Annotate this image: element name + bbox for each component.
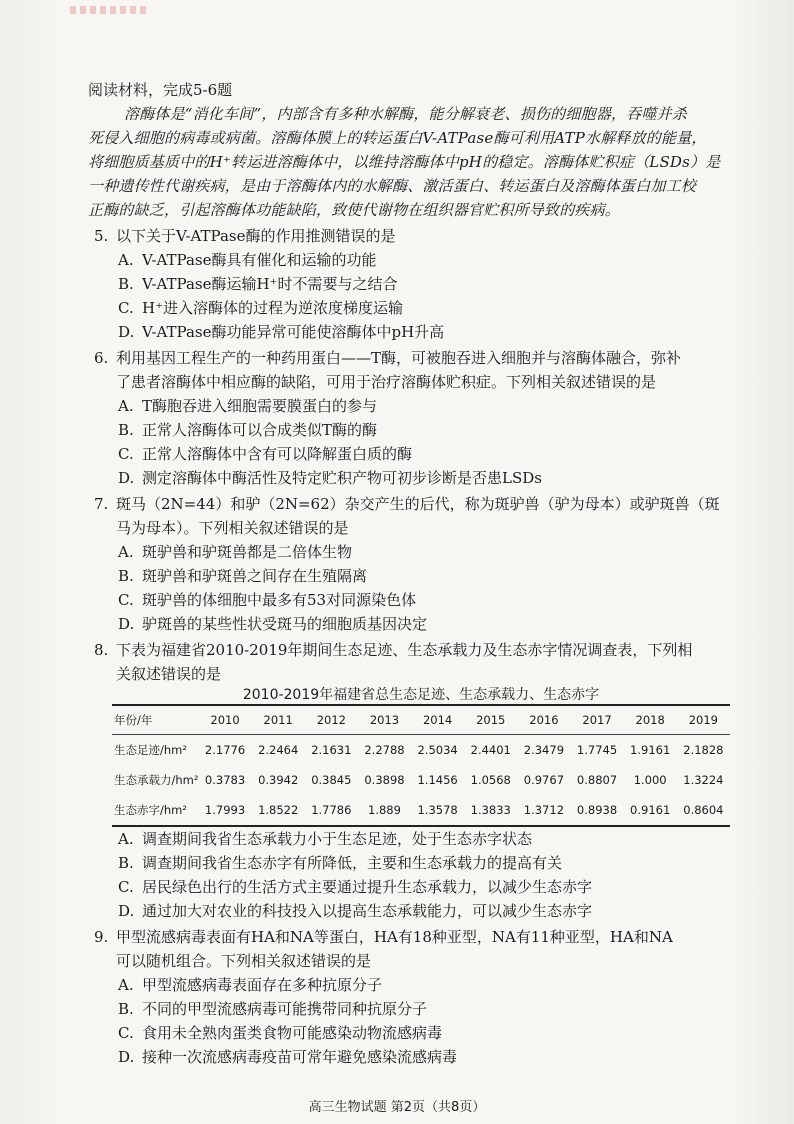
question-stem: [94, 346, 754, 370]
option-c[interactable]: C. H⁺进入溶酶体的过程为逆浓度梯度运输: [118, 299, 404, 317]
header-cell: 2018: [635, 713, 665, 727]
table-cell: 0.3845: [311, 773, 352, 787]
header-cell: 2014: [422, 713, 453, 727]
table-cell: 1.0568: [470, 773, 511, 787]
question-text: 甲型流感病毒表面有HA和NA等蛋白，HA有18种亚型，NA有11种亚型，HA和NA: [116, 928, 673, 946]
table-cell: 1.000: [633, 773, 667, 787]
row-label: 生态承载力/hm²: [114, 773, 199, 787]
question-stem: [94, 492, 754, 516]
page-content: [88, 78, 754, 1069]
table-cell: 1.889: [368, 803, 401, 817]
option-b[interactable]: B. 斑驴兽和驴斑兽之间存在生殖隔离: [118, 567, 368, 585]
table-cell: 2.1828: [683, 743, 724, 757]
row-label: 生态足迹/hm²: [114, 743, 187, 757]
table-cell: 0.3942: [258, 773, 299, 787]
table-cell: 2.4401: [470, 743, 511, 757]
table-cell: 2.2464: [258, 743, 299, 757]
scan-mark: [70, 6, 150, 14]
table-row: [112, 735, 730, 766]
data-table-block: [112, 686, 730, 827]
reading-passage: [88, 102, 754, 222]
table-cell: 1.3224: [683, 773, 724, 787]
table-cell: 2.2788: [364, 743, 405, 757]
header-cell: 2012: [316, 713, 346, 727]
question-number: 7.: [94, 495, 109, 513]
table-cell: 1.3578: [417, 803, 458, 817]
table-cell: 1.3833: [470, 803, 511, 817]
table-cell: 1.9161: [630, 743, 671, 757]
option-c[interactable]: C. 居民绿色出行的生活方式主要通过提升生态承载力，以减少生态赤字: [118, 878, 593, 896]
table-cell: 1.1456: [417, 773, 458, 787]
question-number: 5.: [94, 227, 109, 245]
table-cell: 1.7786: [311, 803, 352, 817]
table-cell: 2.5034: [417, 743, 458, 757]
table-cell: 2.1776: [204, 743, 246, 757]
table-cell: 0.8938: [576, 803, 618, 817]
option-a[interactable]: A. T酶胞吞进入细胞需要膜蛋白的参与: [118, 397, 378, 415]
option-d[interactable]: D. 测定溶酶体中酶活性及特定贮积产物可初步诊断是否患LSDs: [118, 469, 542, 487]
question-text: 斑马（2N=44）和驴（2N=62）杂交产生的后代，称为斑驴兽（驴为母本）或驴斑兽（斑: [116, 495, 720, 513]
table-cell: 2.3479: [523, 743, 565, 757]
passage-line: 正酶的缺乏，引起溶酶体功能缺陷，致使代谢物在组织器官贮积所导致的疾病。: [88, 201, 621, 219]
header-cell: 2017: [582, 713, 612, 727]
question-number: 6.: [94, 349, 109, 367]
table-title: 2010-2019年福建省总生态足迹、生态承载力、生态赤字: [242, 687, 600, 703]
reading-heading: 阅读材料，完成5-6题: [88, 81, 233, 99]
question-6: [94, 346, 754, 490]
passage-line: 死侵入细胞的病毒或病菌。溶酶体膜上的转运蛋白V-ATPase酶可利用ATP水解释放的能量，: [88, 129, 707, 147]
table-cell: 2.1631: [311, 743, 352, 757]
option-b[interactable]: B. V-ATPase酶运输H⁺时不需要与之结合: [118, 275, 398, 293]
question-5: [94, 224, 754, 344]
table-header-row: [112, 705, 730, 735]
header-cell: 2013: [369, 713, 400, 727]
option-c[interactable]: C. 正常人溶酶体中含有可以降解蛋白质的酶: [118, 445, 413, 463]
option-a[interactable]: A. 调查期间我省生态承载力小于生态足迹，处于生态赤字状态: [118, 830, 533, 848]
option-c[interactable]: C. 斑驴兽的体细胞中最多有53对同源染色体: [118, 591, 417, 609]
question-stem: [94, 224, 754, 248]
header-cell: 年份/年: [114, 713, 153, 727]
header-cell: 2011: [263, 713, 293, 727]
header-cell: 2015: [476, 713, 506, 727]
question-7: [94, 492, 754, 636]
question-text: 以下关于V-ATPase酶的作用推测错误的是: [116, 227, 396, 245]
option-d[interactable]: D. 驴斑兽的某些性状受斑马的细胞质基因决定: [118, 615, 428, 633]
option-a[interactable]: A. V-ATPase酶具有催化和运输的功能: [118, 251, 377, 269]
table-cell: 0.8807: [576, 773, 618, 787]
question-text-cont: 可以随机组合。下列相关叙述错误的是: [116, 952, 372, 970]
passage-line: 溶酶体是“消化车间”，内部含有多种水解酶，能分解衰老、损伤的细胞器，吞噬并杀: [124, 105, 687, 123]
question-text-cont: 关叙述错误的是: [116, 665, 222, 683]
option-a[interactable]: A. 甲型流感病毒表面存在多种抗原分子: [118, 976, 383, 994]
question-number: 9.: [94, 928, 109, 946]
table-row: [112, 765, 730, 795]
question-text-cont: 马为母本）。下列相关叙述错误的是: [116, 519, 349, 537]
option-d[interactable]: D. 通过加大对农业的科技投入以提高生态承载能力，可以减少生态赤字: [118, 902, 593, 920]
option-d[interactable]: D. V-ATPase酶功能异常可能使溶酶体中pH升高: [118, 323, 445, 341]
option-b[interactable]: B. 调查期间我省生态赤字有所降低，主要和生态承载力的提高有关: [118, 854, 563, 872]
option-b[interactable]: B. 不同的甲型流感病毒可能携带同种抗原分子: [118, 1000, 428, 1018]
header-cell: 2016: [529, 713, 559, 727]
table-cell: 1.3712: [523, 803, 565, 817]
table-cell: 0.3898: [364, 773, 405, 787]
passage-line: 一种遗传性代谢疾病，是由于溶酶体内的水解酶、激活蛋白、转运蛋白及溶酶体蛋白加工校: [88, 177, 697, 195]
ecology-table: [112, 704, 730, 827]
passage-line: 将细胞质基质中的H⁺转运进溶酶体中，以维持溶酶体中pH的稳定。溶酶体贮积症（LSDs）是: [88, 153, 721, 171]
table-cell: 0.9767: [523, 773, 565, 787]
option-d[interactable]: D. 接种一次流感病毒疫苗可常年避免感染流感病毒: [118, 1048, 458, 1066]
table-cell: 0.9161: [630, 803, 671, 817]
question-9: [94, 925, 754, 1069]
option-b[interactable]: B. 正常人溶酶体可以合成类似T酶的酶: [118, 421, 378, 439]
option-c[interactable]: C. 食用未全熟肉蛋类食物可能感染动物流感病毒: [118, 1024, 443, 1042]
question-number: 8.: [94, 641, 109, 659]
page-footer: 高三生物试题 第2页（共8页）: [308, 1100, 486, 1115]
question-stem: [94, 638, 754, 662]
table-cell: 0.3783: [204, 773, 246, 787]
question-stem: [94, 925, 754, 949]
question-8: [94, 638, 754, 923]
question-text: 下表为福建省2010-2019年期间生态足迹、生态承载力及生态赤字情况调查表，下列相: [116, 641, 693, 659]
header-cell: 2019: [688, 713, 719, 727]
table-cell: 1.8522: [258, 803, 299, 817]
table-cell: 0.8604: [683, 803, 724, 817]
row-label: 生态赤字/hm²: [114, 803, 187, 817]
header-cell: 2010: [210, 713, 240, 727]
table-row: [112, 795, 730, 826]
question-text: 利用基因工程生产的一种药用蛋白——T酶，可被胞吞进入细胞并与溶酶体融合，弥补: [116, 349, 682, 367]
table-cell: 1.7993: [204, 803, 246, 817]
question-text-cont: 了患者溶酶体中相应酶的缺陷，可用于治疗溶酶体贮积症。下列相关叙述错误的是: [116, 373, 657, 391]
table-cell: 1.7745: [576, 743, 618, 757]
option-a[interactable]: A. 斑驴兽和驴斑兽都是二倍体生物: [118, 543, 353, 561]
